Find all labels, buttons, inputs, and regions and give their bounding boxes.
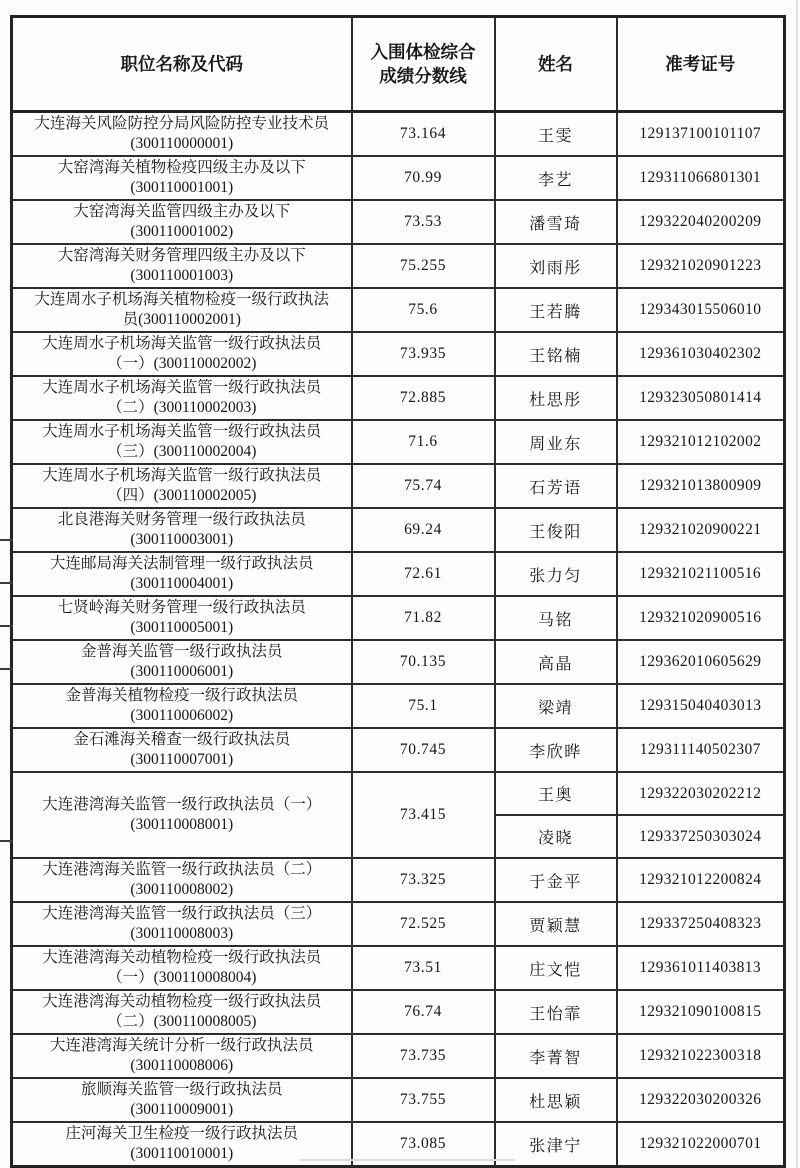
position-cell xyxy=(12,640,352,684)
column-header-name-label: 姓名 xyxy=(538,53,573,74)
table-row xyxy=(12,596,785,640)
name-cell: 李菁智 xyxy=(495,1034,617,1078)
ticket-cell: 129343015506010 xyxy=(617,288,785,332)
score-cell: 75.74 xyxy=(352,464,495,508)
ticket-cell: 129311066801301 xyxy=(617,156,785,200)
position-cell xyxy=(12,288,352,332)
score-cell: 70.135 xyxy=(352,640,495,684)
position-cell xyxy=(12,464,352,508)
position-code: 员(300110002001) xyxy=(122,311,241,328)
ticket-cell: 129321090100815 xyxy=(617,990,785,1034)
position-title: 大连周水子机场海关监管一级行政执法员 xyxy=(42,335,322,352)
table-row xyxy=(12,332,785,376)
table-row xyxy=(12,684,785,728)
ticket-cell: 129315040403013 xyxy=(617,684,785,728)
name-cell: 王雯 xyxy=(495,112,617,157)
position-title: 大连港湾海关动植物检疫一级行政执法员 xyxy=(42,993,322,1010)
column-header-position xyxy=(12,17,352,112)
position-code: （二）(300110008005) xyxy=(107,1013,257,1030)
score-cell: 72.525 xyxy=(352,902,495,946)
table-row xyxy=(12,156,785,200)
column-header-score xyxy=(352,17,495,112)
position-code: (300110009001) xyxy=(130,1101,234,1118)
scan-artifact-line xyxy=(0,668,13,670)
name-cell: 石芳语 xyxy=(495,464,617,508)
position-code: (300110007001) xyxy=(130,751,234,768)
position-code: （一）(300110008004) xyxy=(107,969,257,986)
position-code: (300110001001) xyxy=(130,179,234,196)
position-code: (300110003001) xyxy=(130,531,234,548)
name-cell: 贾颖慧 xyxy=(495,902,617,946)
name-cell: 王铭楠 xyxy=(495,332,617,376)
score-cell: 73.325 xyxy=(352,858,495,902)
score-cell: 73.735 xyxy=(352,1034,495,1078)
score-cell: 70.745 xyxy=(352,728,495,772)
score-cell: 72.885 xyxy=(352,376,495,420)
position-code: (300110008003) xyxy=(130,925,234,942)
name-cell: 于金平 xyxy=(495,858,617,902)
column-header-name xyxy=(495,17,617,112)
ticket-cell: 129337250303024 xyxy=(617,815,785,858)
name-cell: 庄文恺 xyxy=(495,946,617,990)
position-cell xyxy=(12,332,352,376)
position-code: (300110008002) xyxy=(130,881,234,898)
ticket-cell: 129321021100516 xyxy=(617,552,785,596)
ticket-cell: 129321022000701 xyxy=(617,1122,785,1167)
position-code: (300110006001) xyxy=(130,663,234,680)
ticket-cell: 129322030200326 xyxy=(617,1078,785,1122)
position-title: 旅顺海关监管一级行政执法员 xyxy=(80,1081,283,1098)
name-cell: 王奥 xyxy=(495,772,617,815)
table-row xyxy=(12,902,785,946)
name-cell: 杜思彤 xyxy=(495,376,617,420)
position-title: 金普海关植物检疫一级行政执法员 xyxy=(65,687,298,704)
position-code: (300110001002) xyxy=(130,223,234,240)
ticket-cell: 129362010605629 xyxy=(617,640,785,684)
score-cell: 69.24 xyxy=(352,508,495,552)
position-code: (300110010001) xyxy=(130,1145,234,1162)
table-row xyxy=(12,946,785,990)
position-cell xyxy=(12,508,352,552)
table-row xyxy=(12,244,785,288)
position-code: (300110008001) xyxy=(130,816,234,833)
score-cell: 73.164 xyxy=(352,112,495,157)
score-cell: 76.74 xyxy=(352,990,495,1034)
position-cell xyxy=(12,200,352,244)
position-title: 大连港湾海关监管一级行政执法员（一） xyxy=(42,796,322,813)
name-cell: 马铭 xyxy=(495,596,617,640)
score-cell: 75.255 xyxy=(352,244,495,288)
table-row xyxy=(12,552,785,596)
ticket-cell: 129321013800909 xyxy=(617,464,785,508)
column-header-ticket xyxy=(617,17,785,112)
results-table xyxy=(10,15,786,1168)
position-title: 大窑湾海关监管四级主办及以下 xyxy=(73,203,291,220)
name-cell: 梁靖 xyxy=(495,684,617,728)
header-row xyxy=(12,17,785,112)
position-cell xyxy=(12,112,352,157)
score-cell: 73.085 xyxy=(352,1122,495,1167)
position-cell xyxy=(12,946,352,990)
table-row xyxy=(12,990,785,1034)
name-cell: 周业东 xyxy=(495,420,617,464)
position-code: (300110005001) xyxy=(130,619,234,636)
position-title: 大连周水子机场海关监管一级行政执法员 xyxy=(42,467,322,484)
scan-artifact-line xyxy=(0,539,13,541)
position-title: 大连海关风险防控分局风险防控专业技术员 xyxy=(34,115,329,132)
ticket-cell: 129322030202212 xyxy=(617,772,785,815)
position-code: （二）(300110002003) xyxy=(107,399,257,416)
table-row xyxy=(12,640,785,684)
position-cell xyxy=(12,376,352,420)
score-cell: 70.99 xyxy=(352,156,495,200)
name-cell: 高晶 xyxy=(495,640,617,684)
position-title: 金普海关监管一级行政执法员 xyxy=(80,643,283,660)
ticket-cell: 129321012200824 xyxy=(617,858,785,902)
position-cell xyxy=(12,596,352,640)
ticket-cell: 129361030402302 xyxy=(617,332,785,376)
position-title: 庄河海关卫生检疫一级行政执法员 xyxy=(65,1125,298,1142)
ticket-cell: 129322040200209 xyxy=(617,200,785,244)
position-cell xyxy=(12,772,352,858)
table-row xyxy=(12,200,785,244)
table-row xyxy=(12,1034,785,1078)
score-cell: 75.6 xyxy=(352,288,495,332)
position-cell xyxy=(12,420,352,464)
position-cell xyxy=(12,1078,352,1122)
position-title: 七贤岭海关财务管理一级行政执法员 xyxy=(57,599,306,616)
score-cell: 73.415 xyxy=(352,772,495,858)
score-cell: 73.935 xyxy=(352,332,495,376)
scan-artifact-line xyxy=(0,625,13,627)
position-title: 大连港湾海关统计分析一级行政执法员 xyxy=(49,1037,314,1054)
position-cell xyxy=(12,156,352,200)
position-title: 金石滩海关稽查一级行政执法员 xyxy=(73,731,291,748)
position-cell xyxy=(12,552,352,596)
position-code: (300110001003) xyxy=(130,267,234,284)
name-cell: 王若腾 xyxy=(495,288,617,332)
ticket-cell: 129137100101107 xyxy=(617,112,785,157)
column-header-score-line1: 入围体检综合 xyxy=(370,41,476,62)
table-row xyxy=(12,420,785,464)
position-title: 大连周水子机场海关监管一级行政执法员 xyxy=(42,379,322,396)
ticket-cell: 129337250408323 xyxy=(617,902,785,946)
scan-smudge xyxy=(300,1159,515,1161)
name-cell: 王怡霏 xyxy=(495,990,617,1034)
position-title: 大连港湾海关监管一级行政执法员（三） xyxy=(42,905,322,922)
table-row xyxy=(12,1078,785,1122)
table-row xyxy=(12,508,785,552)
ticket-cell: 129321022300318 xyxy=(617,1034,785,1078)
position-cell xyxy=(12,244,352,288)
position-cell xyxy=(12,728,352,772)
name-cell: 李艺 xyxy=(495,156,617,200)
score-cell: 71.82 xyxy=(352,596,495,640)
position-code: （四）(300110002005) xyxy=(107,487,257,504)
position-title: 大连邮局海关法制管理一级行政执法员 xyxy=(49,555,314,572)
table-row xyxy=(12,112,785,157)
score-cell: 73.51 xyxy=(352,946,495,990)
name-cell: 张力匀 xyxy=(495,552,617,596)
name-cell: 潘雪琦 xyxy=(495,200,617,244)
name-cell: 张津宁 xyxy=(495,1122,617,1167)
position-code: (300110004001) xyxy=(130,575,234,592)
column-header-position-label: 职位名称及代码 xyxy=(120,53,243,74)
name-cell: 王俊阳 xyxy=(495,508,617,552)
position-cell xyxy=(12,1034,352,1078)
position-title: 大窑湾海关财务管理四级主办及以下 xyxy=(57,247,306,264)
name-cell: 李欣晔 xyxy=(495,728,617,772)
ticket-cell: 129321020900516 xyxy=(617,596,785,640)
ticket-cell: 129323050801414 xyxy=(617,376,785,420)
name-cell: 杜思颖 xyxy=(495,1078,617,1122)
name-cell: 凌晓 xyxy=(495,815,617,858)
scan-edge-band xyxy=(796,0,798,1168)
table-row xyxy=(12,772,785,815)
column-header-score-line2: 成绩分数线 xyxy=(379,66,467,86)
position-cell xyxy=(12,902,352,946)
column-header-ticket-label: 准考证号 xyxy=(665,53,736,74)
position-code: (300110000001) xyxy=(130,135,234,152)
position-cell xyxy=(12,990,352,1034)
table-row xyxy=(12,728,785,772)
position-code: (300110008006) xyxy=(130,1057,234,1074)
position-code: (300110006002) xyxy=(130,707,234,724)
position-title: 大连港湾海关监管一级行政执法员（二） xyxy=(42,861,322,878)
scan-artifact-line xyxy=(0,840,13,842)
table-row xyxy=(12,376,785,420)
score-cell: 73.53 xyxy=(352,200,495,244)
table-row xyxy=(12,464,785,508)
results-table-body xyxy=(12,112,785,1167)
position-cell xyxy=(12,684,352,728)
table-header xyxy=(12,17,785,112)
ticket-cell: 129311140502307 xyxy=(617,728,785,772)
ticket-cell: 129361011403813 xyxy=(617,946,785,990)
position-title: 大连港湾海关动植物检疫一级行政执法员 xyxy=(42,949,322,966)
position-cell xyxy=(12,858,352,902)
position-title: 大连周水子机场海关植物检疫一级行政执法 xyxy=(34,291,329,308)
position-title: 大连周水子机场海关监管一级行政执法员 xyxy=(42,423,322,440)
ticket-cell: 129321020901223 xyxy=(617,244,785,288)
position-title: 大窑湾海关植物检疫四级主办及以下 xyxy=(57,159,306,176)
position-title: 北良港海关财务管理一级行政执法员 xyxy=(57,511,306,528)
score-cell: 73.755 xyxy=(352,1078,495,1122)
ticket-cell: 129321012102002 xyxy=(617,420,785,464)
position-code: （一）(300110002002) xyxy=(107,355,257,372)
scan-artifact-line xyxy=(0,582,13,584)
score-cell: 75.1 xyxy=(352,684,495,728)
position-code: （三）(300110002004) xyxy=(107,443,257,460)
score-cell: 72.61 xyxy=(352,552,495,596)
score-cell: 71.6 xyxy=(352,420,495,464)
ticket-cell: 129321020900221 xyxy=(617,508,785,552)
table-row xyxy=(12,288,785,332)
table-row xyxy=(12,858,785,902)
name-cell: 刘雨彤 xyxy=(495,244,617,288)
